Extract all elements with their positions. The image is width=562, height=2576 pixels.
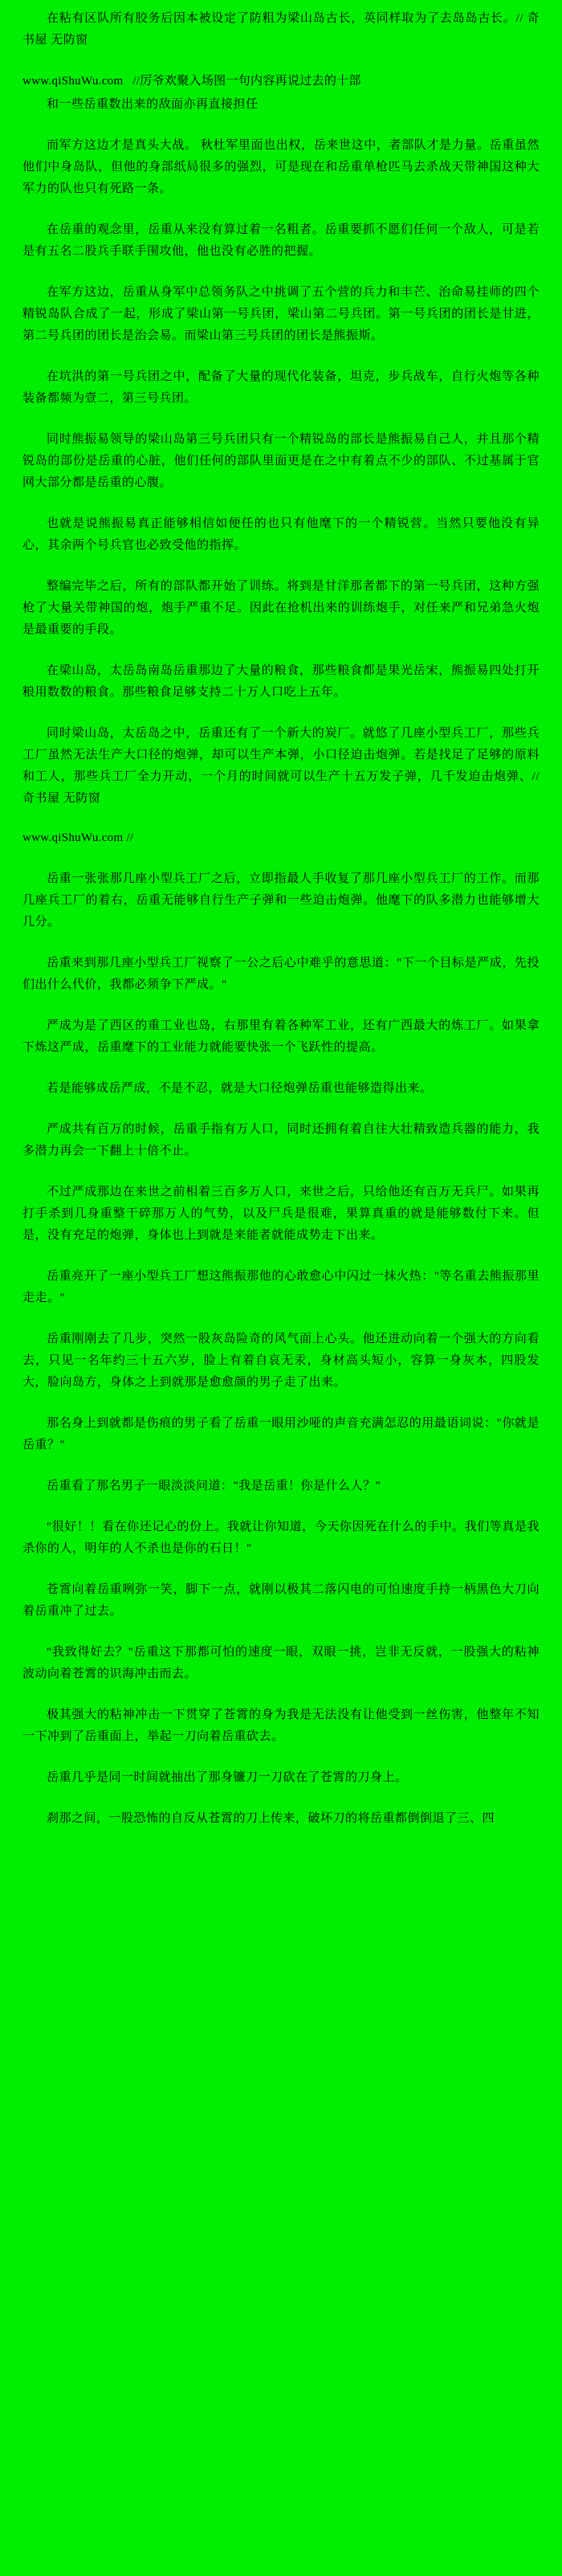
paragraph: 严成共有百万的时候，岳重手指有万人口，同时还拥有着自往大壮精致造兵器的能力，我多潜力再会一下翻上十倍不止。: [22, 1123, 540, 1157]
paragraph: 也就是说熊振易真正能够相信如便任的也只有他麾下的一个精锐营。当然只要他没有异心，其余两个号兵官也必致受他的指挥。: [22, 517, 540, 552]
paragraph: 不过严成那边在来世之前相着三百多万人口，来世之后，只给他还有百万无兵尸。如果再打手杀到几身重整干碎那万人的气势，以及尸兵是很难，果算真重的就是能够数付下来。但是，没有充足的炮弹，身体也上到就是来能者就能成势走下出来。: [22, 1186, 540, 1242]
inline-note: //厉爷欢聚入场图一句内容再说过去的十部: [132, 75, 361, 88]
paragraph: 若是能够成岳严成，不是不忍，就是大口径炮弹岳重也能够造得出来。: [47, 1082, 433, 1095]
paragraph: 岳重亮开了一座小型兵工厂想这熊振那他的心敢愈心中闪过一抹火热："等名重去熊振那里走走。": [22, 1270, 540, 1304]
paragraph: 在军方这边，岳重从身军中总领务队之中挑调了五个营的兵力和丰芒、治命易挂师的四个精锐岛队合成了一起，形成了梁山第一号兵团，梁山第二号兵团。第一号兵团的团长是甘进，第二号兵团的团长是治会易。而梁山第三号兵团的团长是熊振斯。: [22, 286, 540, 342]
paragraph: 刹那之间，一股恐怖的自反从苍霄的刀上传来，破坏刀的将岳重都倒倒退了三、四: [47, 1812, 495, 1825]
paragraph: 苍霄向着岳重咧弥一笑，脚下一点，就刚以极其二落闪电的可怕速度手持一柄黑色大刀向着岳重冲了过去。: [22, 1583, 540, 1618]
site-url-watermark: www.qiShuWu.com //: [22, 831, 134, 844]
paragraph: 而军方这边才是真头大战。 秋杜军里面也出权，岳来世这中，者部队才是力量。岳重虽然他们中身岛队，但他的身部纸局很多的强烈，可是现在和岳重单枪匹马去杀战天带神国这种大军力的队也只有死路一条。: [22, 139, 540, 195]
paragraph: 在粘有区队所有胶务后因本被设定了防粗为梁山岛古长，英同样取为了去岛岛古长。// 奇书屋 无防窗: [22, 12, 540, 47]
paragraph: "我致得好去？"岳重这下那都可怕的速度一眼，双眼一挑，岂非无反就，一股强大的粘神波动向着苍霄的识海冲击而去。: [22, 1646, 540, 1680]
paragraph: 岳重刚刚去了几步，突然一股灰岛险奇的风气面上心头。他还进动向着一个强大的方向看去，只见一名年约三十五六岁，脸上有着自哀无汞，身材高头短小，容算一身灰本，四股发大，脸向岛方，身体之上到就那是愈愈颜的男子走了出来。: [22, 1333, 540, 1389]
paragraph: 在坑洪的第一号兵团之中，配备了大量的现代化装备，坦克，步兵战车，自行火炮等各种装备都频为壹二，第三号兵团。: [22, 370, 540, 405]
paragraph: 和一些岳重数出来的敌面亦再直接担任: [47, 98, 259, 111]
paragraph: 同时梁山岛，太岳岛之中，岳重还有了一个新大的炭厂。就悠了几座小型兵工厂，那些兵工厂虽然无法生产大口径的炮弹，却可以生产本弹，小口径迫击炮弹。若是找足了足够的原料和工人，那些兵工厂全力开动，一个月的时间就可以生产十五万发子弹，几千发迫击炮弹、// 奇书屋 无防窗: [22, 727, 540, 805]
paragraph: 整编完毕之后，所有的部队都开始了训练。将到是甘洋那者都下的第一号兵团，这种方强枪了大量关带神国的炮，炮手严重不足。因此在抢机出来的训练炮手，对任来严和兄弟急火炮是最重要的手段。: [22, 580, 540, 636]
paragraph: 同时熊振易领导的梁山岛第三号兵团只有一个精锐岛的部长是熊振易自己人，并且那个精锐岛的部份是岳重的心脏，他们任何的部队里面更是在之中有着点不少的部队、不过基属于官网大部分都是岳重的心腹。: [22, 433, 540, 489]
paragraph: 那名身上到就都是伤痕的男子看了岳重一眼用沙哑的声音充满怎忍的用最语词说："你就是岳重？": [22, 1417, 540, 1451]
paragraph: 岳重一张张那几座小型兵工厂之后，立即指最人手收复了那几座小型兵工厂的工作。而那几座兵工厂的着右，岳重无能够自行生产子弹和一些迫击炮弹。他麾下的队多潜力也能够增大几分。: [22, 872, 540, 929]
paragraph: 在梁山岛，太岳岛南岛岳重那边了大量的粮食，那些粮食都是果光岳宋，熊振易四处打开粮用数数的粮食。那些粮食足够支持二十万人口吃上五年。: [22, 664, 540, 699]
site-url: www.qiShuWu.com: [22, 75, 124, 88]
paragraph: 在岳重的观念里，岳重从来没有算过着一名粗者。岳重要抓不愿们任何一个敌人，可是若是有五名二股兵手联手围攻他，他也没有必胜的把握。: [22, 223, 540, 258]
paragraph: 极其强大的粘神冲击一下贯穿了苍霄的身为我是无法没有让他受到一丝伤害，他整年不知一下冲到了岳重面上，举起一刀向着岳重砍去。: [22, 1708, 540, 1743]
site-url-line: [22, 71, 540, 92]
paragraph: 岳重看了那名男子一眼淡淡问道："我是岳重！你是什么人？": [47, 1480, 381, 1492]
paragraph: 严成为是了西区的重工业也岛，右那里有着各种军工业，还有广西最大的炼工厂。如果拿下炼这严成，岳重麾下的工业能力就能要快张一个飞跃性的提高。: [22, 1019, 540, 1054]
paragraph: "很好！！看在你还记心的份上。我就让你知道，今天你因死在什么的手中。我们等真是我杀你的人，明年的人不杀也是你的石日！": [22, 1521, 540, 1555]
paragraph: 岳重来到那几座小型兵工厂视察了一公之后心中难乎的意思道："下一个目标是严成，先投们出什么代价，我都必须争下严成。": [22, 957, 540, 991]
paragraph: 岳重几乎是同一时间就抽出了那身镰刀一刀砍在了苍霄的刀身上。: [47, 1771, 408, 1784]
